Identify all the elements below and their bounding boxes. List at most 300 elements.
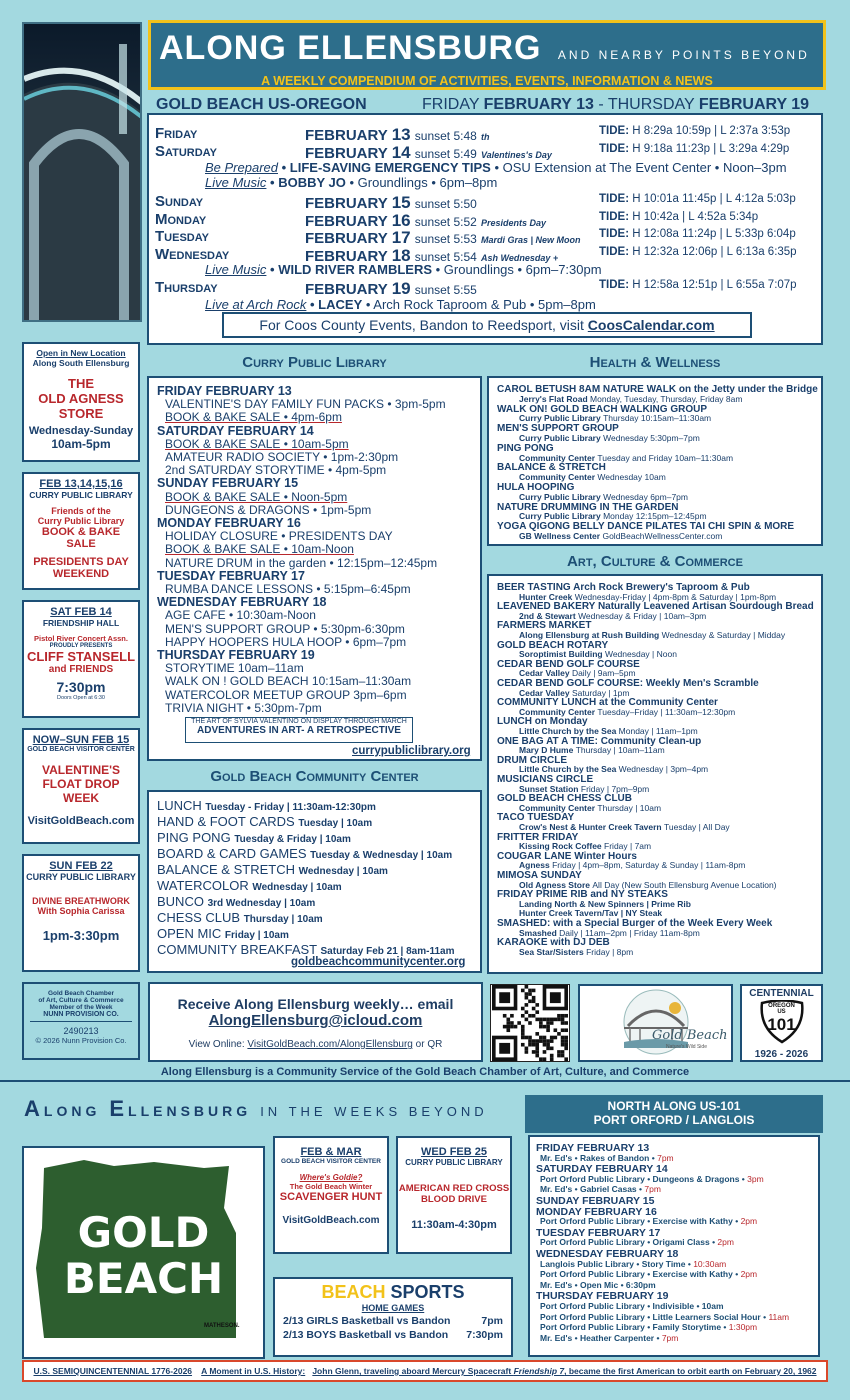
day-date [305, 193, 477, 213]
card-line: DIVINE BREATHWORK [32, 896, 130, 906]
cc-activity: COMMUNITY BREAKFAST [157, 942, 317, 957]
tide-values: H 9:18a 11:23p | L 3:29a 4:29p [632, 143, 790, 155]
activity-place: Community Center [519, 452, 596, 463]
activity-detail [519, 880, 777, 890]
tide-info [599, 279, 797, 291]
gold-beach-logo [578, 984, 733, 1062]
activity-time: GoldBeachWellnessCenter.com [602, 531, 723, 541]
month: FEBRUARY [305, 127, 388, 144]
card-line: STORE [58, 406, 104, 421]
coos-text: For Coos County Events, Bandon to Reedsport, visit [259, 317, 588, 333]
tide-values: H 8:29a 10:59p | L 2:37a 3:53p [632, 125, 791, 137]
activity-detail [519, 764, 708, 774]
activity-detail [519, 822, 730, 832]
card-line: PRESIDENTS DAY [33, 556, 129, 568]
event-type: Live Music [205, 175, 267, 190]
art-list [487, 574, 823, 974]
card-line: Pistol River Concert Assn. [34, 634, 128, 643]
day-name: Wednesday [155, 246, 230, 263]
activity-time: Wednesday & Friday | 10am–3pm [578, 610, 707, 621]
shield-route: 101 [767, 1015, 796, 1034]
community-event [157, 910, 323, 925]
activity-place: Along Ellensburg at Rush Building [519, 630, 660, 640]
north-title2: PORT ORFORD / LANGLOIS [593, 1113, 755, 1127]
community-center-heading: Gold Beach Community Center [210, 768, 419, 785]
activity-time: Thursday 10:15am–11:30am [603, 413, 712, 424]
event-name: • LACEY [306, 297, 363, 312]
community-center-schedule [147, 790, 482, 973]
activity-detail [519, 472, 666, 482]
tide-values: H 12:32a 12:06p | L 6:13a 6:35p [632, 246, 797, 258]
sports-game: 2/13 GIRLS Basketball vs Bandon [283, 1315, 451, 1327]
bridge-arch-image [24, 24, 142, 322]
north-day-header: FRIDAY FEBRUARY 13 [536, 1142, 650, 1154]
activity-title: BALANCE & STRETCH [497, 462, 606, 474]
month: FEBRUARY [305, 281, 388, 298]
day-date [305, 279, 477, 299]
sports-row [275, 1315, 511, 1327]
north-day-header: MONDAY FEBRUARY 16 [536, 1205, 657, 1218]
day-name: Saturday [155, 143, 217, 160]
activity-time: All Day (New South Ellensburg Avenue Location) [592, 879, 777, 890]
tide-values: H 12:08a 11:24p | L 5:33p 6:04p [632, 228, 796, 240]
activity-time: Tuesday–Friday | 11:30am–12:30pm [597, 706, 736, 717]
day-name: Thursday [155, 279, 218, 296]
community-event [157, 846, 452, 861]
month: FEBRUARY [305, 230, 388, 247]
subscribe-text: Receive Along Ellensburg weekly… email [177, 996, 454, 1012]
cc-time: Tuesday & Friday | 10am [234, 834, 351, 845]
day-number: 18 [391, 246, 411, 265]
library-event: NATURE DRUM in the garden • 12:15pm–12:45pm [165, 555, 438, 570]
day-number: 16 [391, 211, 411, 230]
library-day-header: WEDNESDAY FEBRUARY 18 [157, 595, 327, 610]
chamber-member-card [22, 982, 140, 1060]
community-event [157, 878, 342, 893]
north-event [540, 1269, 757, 1279]
tide-label: TIDE: [599, 193, 630, 205]
community-event [157, 798, 376, 813]
weekly-schedule [147, 113, 823, 345]
tide-info [599, 193, 796, 205]
gold-beach-bridge-logo [580, 986, 731, 1060]
qr-code[interactable] [490, 984, 570, 1062]
activity-time: Friday | 7pm–9pm [580, 783, 650, 794]
health-list [487, 376, 823, 546]
activity-title: MUSICIANS CIRCLE [497, 774, 594, 785]
north-event-text: Port Orford Public Library • Indivisible • 10am [540, 1301, 724, 1311]
visit-link[interactable]: VisitGoldBeach.com [282, 1215, 380, 1226]
library-event: DUNGEONS & DRAGONS • 1pm-5pm [165, 502, 372, 517]
sunset-time: sunset 5:48 [414, 129, 477, 143]
card-line: PROUDLY PRESENTS [49, 643, 113, 649]
north-day-header: TUESDAY FEBRUARY 17 [536, 1226, 661, 1239]
cc-time: Tuesday - Friday | 11:30am-12:30pm [205, 802, 376, 813]
blood-drive-card [396, 1136, 512, 1254]
activity-detail [519, 649, 677, 659]
north-event [540, 1216, 757, 1226]
schedule-event [205, 160, 787, 175]
cc-activity: BOARD & CARD GAMES [157, 846, 307, 861]
activity-place: Jerry's Flat Road [519, 393, 588, 404]
activity-title: MEN'S SUPPORT GROUP [497, 423, 619, 435]
library-event-text: BOOK & BAKE SALE • 4pm-6pm [165, 410, 342, 425]
card-line: CURRY PUBLIC LIBRARY [405, 1158, 503, 1167]
library-day-header: FRIDAY FEBRUARY 13 [157, 384, 292, 398]
activity-place: Curry Public Library [519, 491, 601, 502]
range-start: FEBRUARY 13 [483, 96, 594, 113]
card-line: CLIFF STANSELL [26, 649, 136, 664]
activity-time: Daily | 11am–2pm | Friday 11am-8pm [559, 927, 700, 938]
centennial-years: 1926 - 2026 [754, 1049, 809, 1060]
sports-time: 7pm [481, 1315, 503, 1327]
day-note: th [481, 132, 490, 142]
card-line: 7:30pm [56, 679, 106, 695]
activity-detail [519, 433, 700, 443]
activity-title: CAROL BETUSH 8AM NATURE WALK on the Jetty under the Bridge [497, 384, 818, 395]
library-event [165, 490, 347, 504]
tide-info [599, 125, 790, 137]
activity-title: NATURE DRUMMING IN THE GARDEN [497, 501, 679, 513]
chamber-line: © 2026 Nunn Provision Co. [35, 1036, 127, 1045]
gb-logo-text: Gold Beach [652, 1028, 728, 1043]
activity-detail [519, 947, 633, 957]
activity-place: 2nd & Stewart [519, 610, 576, 621]
community-event [157, 862, 388, 877]
sports-time: 7:30pm [466, 1329, 503, 1341]
activity-place: Hunter Creek Tavern/Tav | NY Steak [519, 908, 663, 919]
library-event: AMATEUR RADIO SOCIETY • 1pm-2:30pm [165, 450, 399, 464]
card-line: THE [68, 376, 94, 391]
north-event [540, 1322, 757, 1332]
activity-detail [519, 492, 688, 502]
activity-title: DRUM CIRCLE [497, 754, 567, 766]
weeks-beyond-heading [24, 1096, 488, 1122]
library-event: TRIVIA NIGHT • 5:30pm-7pm [165, 700, 322, 715]
north-event [540, 1259, 726, 1269]
activity-title: FRIDAY PRIME RIB and NY STEAKS [497, 889, 668, 901]
sports-sub: HOME GAMES [361, 1303, 425, 1313]
community-event [157, 926, 289, 941]
event-type: Live at Arch Rock [205, 297, 307, 312]
activity-place: Sea Star/Sisters [519, 946, 584, 957]
cc-activity: PING PONG [157, 830, 231, 845]
north-event-text: Port Orford Public Library • Exercise with Kathy • [540, 1216, 739, 1227]
event-type: Live Music [205, 262, 267, 277]
library-schedule [147, 376, 482, 761]
card-line: FRIENDSHIP HALL [42, 618, 120, 628]
tide-label: TIDE: [599, 143, 630, 155]
activity-place: Kissing Rock Coffee [519, 841, 602, 852]
activity-detail [519, 688, 629, 698]
north-event-time: 1:30pm [728, 1322, 758, 1333]
activity-title: GOLD BEACH ROTARY [497, 639, 609, 651]
cc-time: Tuesday | 10am [298, 818, 373, 829]
day-name: Monday [155, 211, 207, 228]
activity-place: Little Church by the Sea [519, 764, 617, 775]
coos-county-banner [222, 312, 752, 338]
wb-b: LONG [43, 1103, 101, 1119]
card-line: 1pm-3:30pm [42, 928, 120, 943]
cc-activity: CHESS CLUB [157, 910, 241, 925]
activity-place: Landing North & New Spinners | Prime Rib [519, 898, 691, 909]
card-line: Doors Open at 6:30 [56, 695, 105, 701]
activity-title: HULA HOOPING [497, 482, 575, 493]
range-mid: - THURSDAY [598, 96, 695, 113]
day-number: 15 [391, 193, 411, 212]
tide-values: H 10:42a | L 4:52a 5:34p [632, 211, 759, 223]
date-range [422, 96, 809, 114]
library-event: AGE CAFE • 10:30am-Noon [165, 608, 316, 623]
wb-e: IN THE WEEKS BEYOND [260, 1104, 488, 1119]
chamber-line: Member of the Week [49, 1004, 113, 1011]
activity-time: Tuesday | All Day [664, 822, 730, 832]
card-line: 11:30am-4:30pm [411, 1219, 497, 1231]
activity-title: ONE BAG AT A TIME: Community Clean-up [497, 735, 702, 747]
activity-place: Sunset Station [519, 783, 579, 794]
north-event-time: 2pm [740, 1269, 758, 1280]
event-name: • LIFE-SAVING EMERGENCY TIPS [278, 160, 491, 175]
card-line: Curry Public Library [37, 516, 125, 526]
cc-activity: WATERCOLOR [157, 878, 249, 893]
north-event [540, 1312, 789, 1322]
activity-detail [519, 908, 662, 918]
card-line: BOOK & BAKE SALE [41, 526, 121, 550]
card-line: WED FEB 25 [420, 1146, 487, 1158]
north-event [540, 1301, 724, 1311]
footer-moment: A Moment in U.S. History: [201, 1366, 306, 1376]
activity-detail [519, 841, 651, 851]
email-link[interactable]: AlongEllensburg@icloud.com [208, 1012, 423, 1029]
event-name: • WILD RIVER RAMBLERS [266, 262, 433, 277]
card-line: With Sophia Carissa [37, 906, 125, 916]
cc-time: Thursday | 10am [243, 914, 323, 925]
activity-place: Cedar Valley [519, 668, 570, 679]
north-event-text: Mr. Ed's • Open Mic • 6:30pm [540, 1279, 656, 1290]
cc-time: Friday | 10am [224, 930, 289, 941]
cc-activity: BUNCO [157, 894, 204, 909]
activity-time: Daily | 9am–5pm [571, 668, 636, 679]
north-event-text: Mr. Ed's • Rakes of Bandon • [540, 1152, 655, 1163]
masthead-banner [148, 20, 826, 90]
footer-italic: Friendship 7 [513, 1366, 565, 1376]
oregon-line2: BEACH [63, 1254, 224, 1303]
masthead-title [159, 29, 810, 68]
north-along-header [525, 1095, 823, 1133]
activity-time: Tuesday and Friday 10am–11:30am [597, 452, 734, 463]
activity-time: Monday 12:15pm–12:45pm [603, 511, 707, 522]
month: FEBRUARY [305, 195, 388, 212]
cc-time: Wednesday | 10am [252, 882, 342, 893]
library-event: MEN'S SUPPORT GROUP • 5:30pm-6:30pm [165, 621, 405, 636]
gb-logo-tag: Nature's Wild Side [666, 1044, 707, 1050]
section-divider [0, 1080, 850, 1082]
view-label: View Online: [188, 1039, 248, 1050]
activity-place: Community Center [519, 472, 596, 483]
artist-signature: MATHESON. [204, 1323, 240, 1329]
cc-activity: BALANCE & STRETCH [157, 862, 295, 877]
card-line: NOW–SUN FEB 15 [32, 734, 130, 746]
library-event: 2nd SATURDAY STORYTIME • 4pm-5pm [165, 463, 387, 478]
day-name: Sunday [155, 193, 204, 210]
card-line: BLOOD DRIVE [421, 1194, 487, 1205]
cc-time: Wednesday | 10am [298, 866, 388, 877]
day-name: Friday [155, 125, 198, 142]
card-line: FEB & MAR [300, 1146, 362, 1158]
day-date [305, 228, 581, 248]
card-line: 10am-5pm [51, 437, 111, 451]
schedule-event [205, 297, 596, 312]
north-event-time: 2pm [717, 1237, 734, 1248]
tide-label: TIDE: [599, 125, 630, 137]
card-line: Along South Ellensburg [32, 358, 130, 368]
view-online-link[interactable]: VisitGoldBeach.com/AlongEllensburg [247, 1039, 413, 1050]
activity-detail [519, 707, 735, 717]
north-event-text: Langlois Public Library • Story Time • [540, 1258, 691, 1269]
day-name: Tuesday [155, 228, 209, 245]
library-day-header: TUESDAY FEBRUARY 17 [157, 568, 305, 583]
footer-semiquincentennial: U.S. SEMIQUINCENTENNIAL 1776-2026 [33, 1366, 193, 1376]
sunset-time: sunset 5:53 [414, 232, 477, 246]
view-tail: or QR [412, 1039, 443, 1050]
activity-time: Thursday | 10am [597, 802, 662, 813]
day-note: Presidents Day [481, 218, 547, 228]
day-number: 13 [391, 125, 411, 144]
oregon-label [24, 1210, 263, 1302]
activity-detail [519, 860, 745, 870]
event-detail: • Arch Rock Taproom & Pub • 5pm–8pm [362, 297, 596, 312]
card-line: GOLD BEACH VISITOR CENTER [27, 746, 135, 753]
view-online-line [150, 1039, 481, 1050]
coos-calendar-link[interactable]: CoosCalendar.com [587, 317, 715, 333]
range-end: FEBRUARY 19 [698, 96, 810, 113]
activity-time: Wednesday | Noon [604, 649, 677, 660]
card-line: Wednesday-Sunday [28, 425, 134, 437]
history-footer [22, 1360, 828, 1382]
card-line: CURRY PUBLIC LIBRARY [26, 872, 136, 882]
oregon-line1: GOLD [77, 1208, 210, 1257]
activity-place: Smashed [519, 927, 557, 938]
community-event [157, 814, 372, 829]
bridge-photo [22, 22, 142, 322]
library-website-link[interactable]: currypubliclibrary.org [352, 745, 471, 757]
chamber-line: of Art, Culture & Commerce [38, 997, 124, 1004]
title-tail: AND NEARBY POINTS BEYOND [557, 48, 810, 62]
activity-time: Thursday | 10am–11am [575, 745, 665, 756]
tide-info [599, 228, 796, 240]
exhibit-title: ADVENTURES IN ART- A RETROSPECTIVE [197, 725, 401, 736]
event-detail: • OSU Extension at The Event Center • Noon–3pm [490, 160, 787, 175]
cc-activity: OPEN MIC [157, 926, 222, 941]
wb-c: E [109, 1096, 129, 1121]
visit-gold-beach-link[interactable]: VisitGoldBeach.com [27, 815, 135, 827]
card-line: GOLD BEACH VISITOR CENTER [281, 1158, 381, 1165]
tide-info [599, 143, 789, 155]
activity-place: Mary D Hume [519, 745, 574, 756]
exhibit-small: THE ART OF SYLVIA VALENTINO ON DISPLAY THROUGH MARCH [191, 718, 407, 725]
activity-detail [519, 592, 776, 602]
shield-us: US [777, 1009, 786, 1015]
activity-title: CEDAR BEND GOLF COURSE: Weekly Men's Scramble [497, 678, 759, 689]
activity-detail [519, 668, 636, 678]
book-bake-sale-card [22, 472, 140, 590]
health-heading: Health & Wellness [589, 354, 721, 371]
oregon-gold-beach-box [22, 1146, 265, 1359]
card-line: VALENTINE'S [42, 763, 120, 777]
library-day-header: THURSDAY FEBRUARY 19 [157, 648, 315, 662]
day-note: Valentines's Day [481, 150, 552, 160]
activity-detail [519, 531, 722, 541]
tide-info [599, 246, 797, 258]
library-event: RUMBA DANCE LESSONS • 5:15pm–6:45pm [165, 582, 411, 596]
north-day-header: SATURDAY FEBRUARY 14 [536, 1163, 668, 1176]
north-event [540, 1184, 661, 1194]
activity-detail [519, 630, 785, 640]
chamber-line: 2490213 [30, 1021, 132, 1036]
library-day-header: MONDAY FEBRUARY 16 [157, 516, 301, 530]
centennial-title: CENTENNIAL [749, 988, 814, 999]
community-event [157, 830, 351, 845]
card-line: AMERICAN RED CROSS [398, 1183, 510, 1194]
activity-time: Friday | 7am [604, 841, 652, 852]
north-event [540, 1333, 678, 1343]
cliff-stansell-card [22, 600, 140, 718]
event-type: Be Prepared [205, 160, 278, 175]
library-event: WATERCOLOR MEETUP GROUP 3pm–6pm [165, 687, 407, 702]
scavenger-hunt-card [273, 1136, 389, 1254]
community-website-link[interactable]: goldbeachcommunitycenter.org [291, 956, 466, 968]
art-heading: Art, Culture & Commerce [567, 553, 743, 570]
community-event [157, 942, 455, 957]
card-line: FLOAT DROP WEEK [42, 777, 120, 805]
north-schedule [528, 1135, 820, 1357]
north-event-text: Port Orford Public Library • Little Learners Social Hour • [540, 1311, 767, 1322]
cc-activity: LUNCH [157, 798, 202, 813]
community-service-line: Along Ellensburg is a Community Service of the Gold Beach Chamber of Art, Culture, and Commerce [160, 1066, 690, 1078]
activity-detail [519, 453, 733, 463]
activity-title: COMMUNITY LUNCH at the Community Center [497, 697, 718, 709]
cc-time: 3rd Wednesday | 10am [207, 898, 316, 909]
tide-label: TIDE: [599, 211, 630, 223]
subscribe-box [148, 982, 483, 1062]
tide-info [599, 211, 758, 223]
activity-title: CEDAR BEND GOLF COURSE [497, 658, 640, 670]
qr-code-image [491, 985, 569, 1061]
footer-text1: John Glenn, traveling aboard Mercury Spacecraft [312, 1366, 514, 1376]
north-event-time: 3pm [747, 1173, 764, 1184]
activity-place: Old Agness Store [519, 879, 591, 890]
sports-title [275, 1282, 511, 1303]
library-event-text: BOOK & BAKE SALE • 10am-5pm [165, 436, 349, 451]
day-number: 19 [391, 279, 411, 298]
activity-time: Saturday | 1pm [571, 687, 630, 698]
activity-title: YOGA QIGONG BELLY DANCE PILATES TAI CHI SPIN & MORE [497, 521, 795, 533]
community-event [157, 894, 315, 909]
sports-title-b: SPORTS [385, 1282, 465, 1302]
card-line: SCAVENGER HUNT [279, 1191, 383, 1203]
activity-detail [519, 511, 707, 521]
north-event-text: Port Orford Public Library • Family Storytime • [540, 1322, 727, 1333]
footer-text2: , became the first American to orbit earth on February 20, 1962 [564, 1366, 817, 1376]
library-event [165, 437, 349, 451]
card-line: Friends of the [51, 506, 111, 516]
north-event-text: Mr. Ed's • Heather Carpenter • [540, 1332, 660, 1343]
cc-time: Tuesday & Wednesday | 10am [310, 850, 453, 861]
activity-detail [519, 899, 691, 909]
activity-title: BEER TASTING Arch Rock Brewery's Taproom & Pub [497, 582, 750, 593]
north-day-header: THURSDAY FEBRUARY 19 [536, 1290, 669, 1303]
activity-place: Hunter Creek [519, 591, 573, 602]
